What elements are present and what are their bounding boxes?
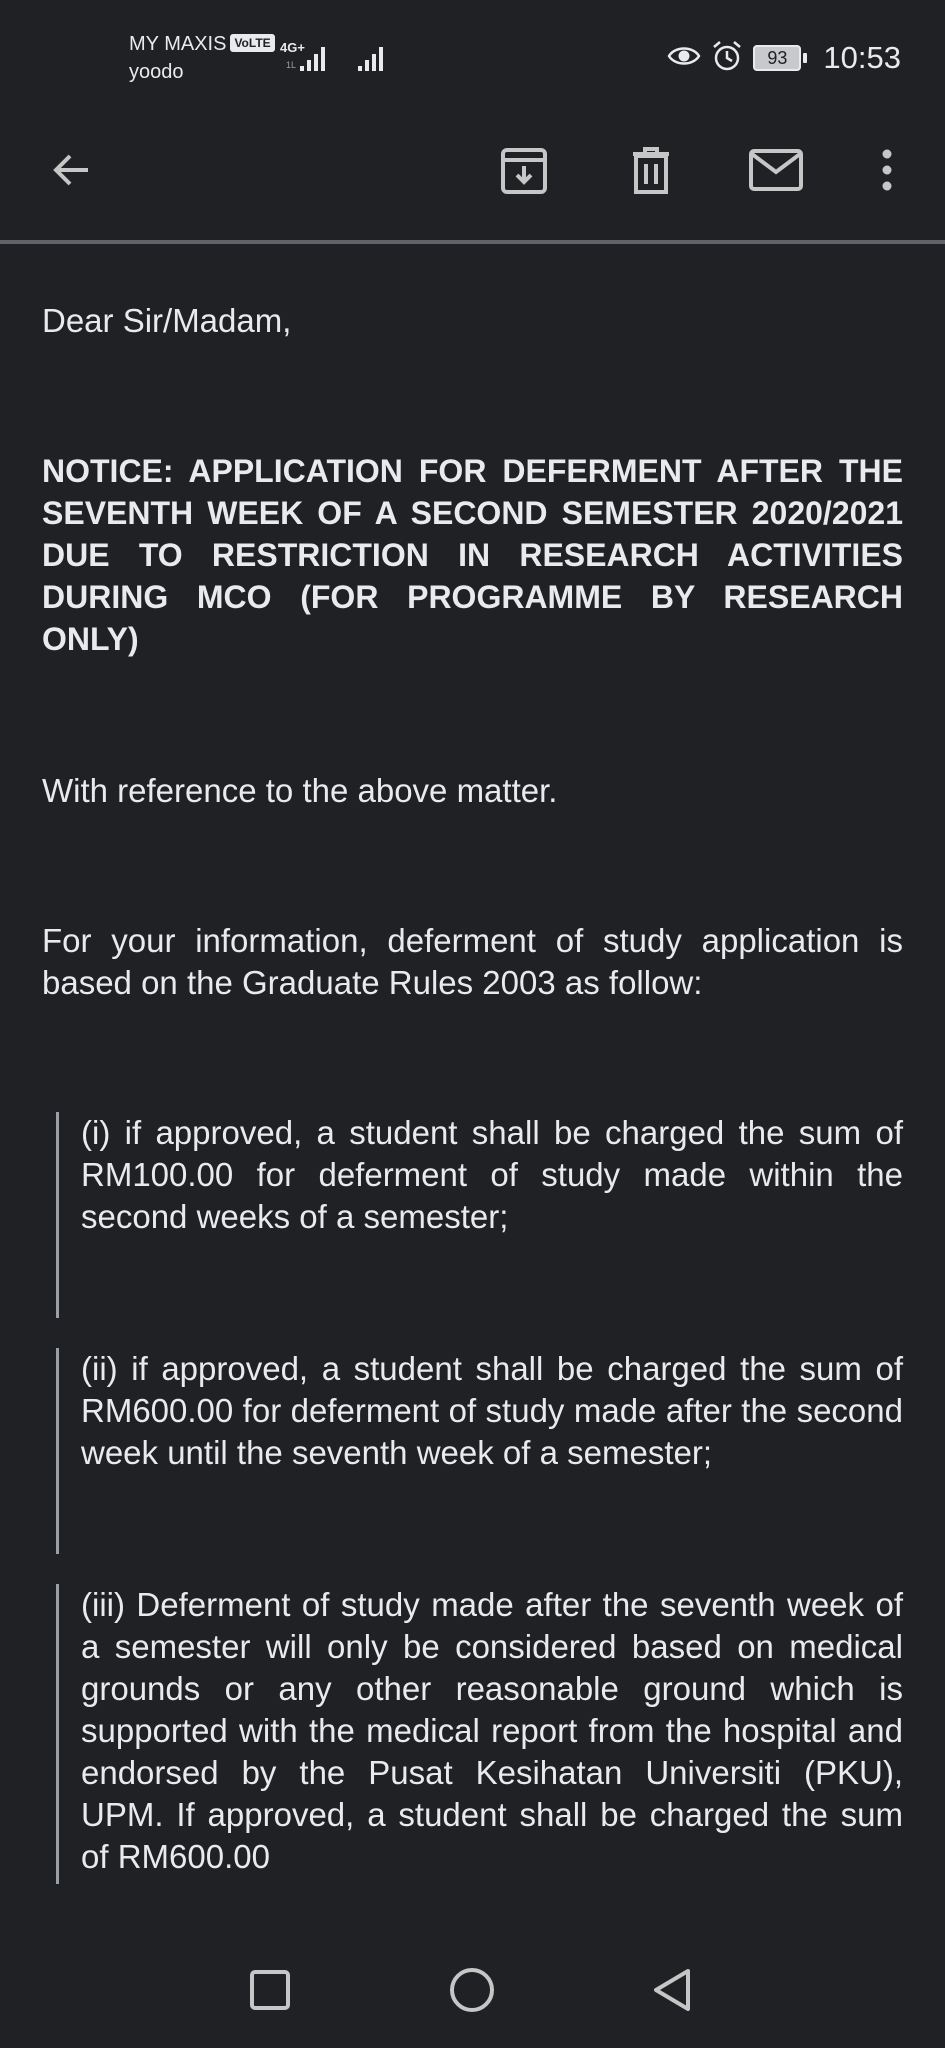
archive-icon[interactable]: [494, 140, 554, 200]
more-options-icon[interactable]: [857, 140, 917, 200]
status-bar: [0, 0, 945, 100]
navigation-bar: [0, 1940, 945, 2048]
battery-icon: [753, 45, 807, 71]
info-paragraph: For your information, deferment of study application is based on the Graduate Rules 2003 as follow:: [42, 922, 903, 1001]
home-icon[interactable]: [442, 1960, 502, 2020]
battery-level: 93: [753, 45, 801, 71]
mark-unread-icon[interactable]: [746, 140, 806, 200]
email-toolbar: [0, 100, 945, 240]
signal-icon: [356, 38, 392, 79]
alarm-icon: [711, 39, 743, 78]
quote-rule-ii: (ii) if approved, a student shall be charged the sum of RM600.00 for deferment of study made after the second week until the seventh week of a semester;: [56, 1348, 903, 1554]
volte-badge: VoLTE: [230, 34, 274, 52]
carrier-secondary: yoodo: [129, 61, 184, 83]
quote-rule-i: (i) if approved, a student shall be charged the sum of RM100.00 for deferment of study made within the second weeks of a semester;: [56, 1112, 903, 1318]
clock: 10:53: [823, 40, 901, 75]
svg-text:1L: 1L: [286, 60, 297, 70]
back-icon[interactable]: [642, 1960, 702, 2020]
carrier-name: MY MAXIS: [129, 33, 227, 55]
toolbar-divider: [0, 240, 945, 244]
reference-paragraph: With reference to the above matter.: [42, 772, 558, 809]
back-arrow-icon[interactable]: [42, 140, 102, 200]
notice-heading: NOTICE: APPLICATION FOR DEFERMENT AFTER THE SEVENTH WEEK OF A SECOND SEMESTER 2020/2021 DUE TO RESTRICTION IN RESEARCH ACTIVITIES DURING MCO (FOR PROGRAMME BY RESEARCH ONLY): [42, 453, 903, 657]
eye-icon: [667, 39, 701, 78]
recent-apps-icon[interactable]: [240, 1960, 300, 2020]
delete-icon[interactable]: [621, 140, 681, 200]
quote-rule-iii: (iii) Deferment of study made after the seventh week of a semester will only be considered based on medical grounds or any other reasonable ground which is supported with the medical report from the hospital and endorsed by the Pusat Kesihatan Universiti (PKU), UPM. If approved, a student shall be charged the sum of RM600.00: [56, 1584, 903, 1884]
carrier-info: [129, 32, 275, 84]
greeting: Dear Sir/Madam,: [42, 302, 292, 339]
signal-icon: [278, 38, 338, 79]
network-type-label: 4G+: [280, 40, 305, 55]
